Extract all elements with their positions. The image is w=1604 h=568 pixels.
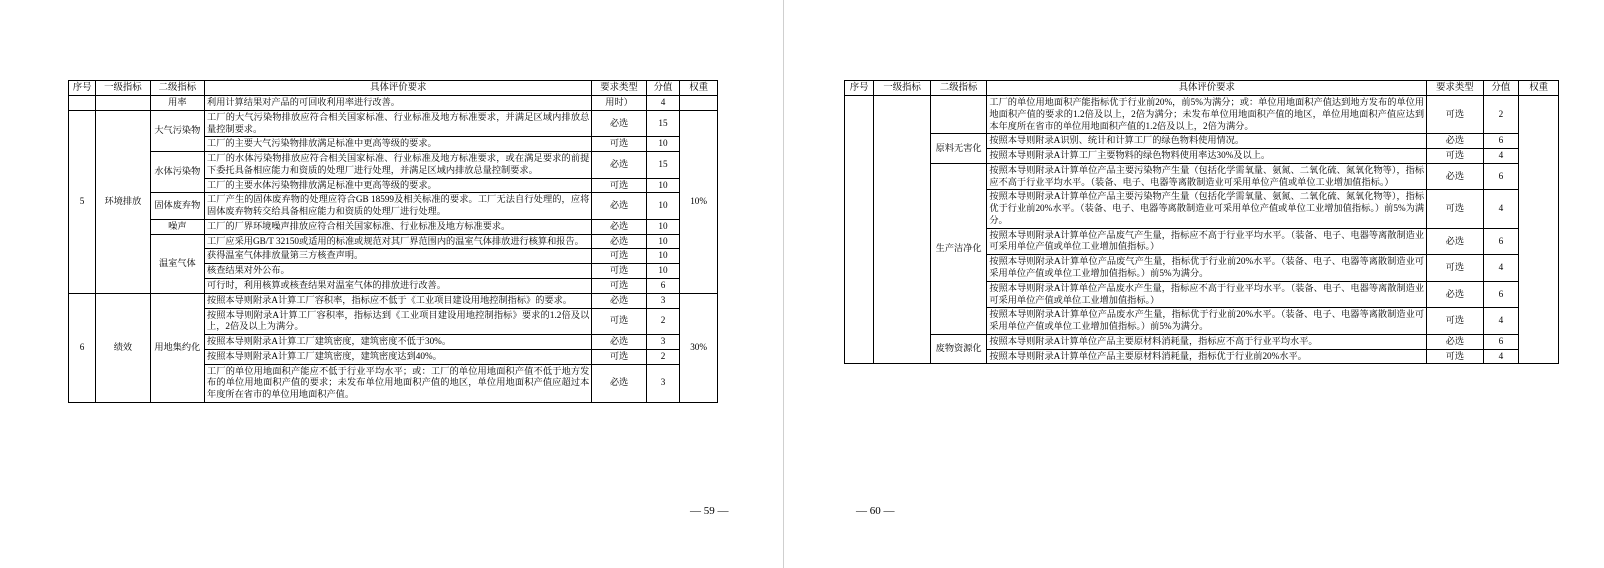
table-row: [69, 110, 718, 137]
cell-l2: [930, 96, 987, 134]
cell-weight: [680, 96, 718, 111]
cell-l1: 绩效: [96, 293, 150, 402]
cell-no: [69, 96, 96, 111]
cell-type: 可选: [592, 249, 646, 264]
cell-type: 必选: [592, 152, 646, 179]
cell-type: 必选: [1427, 334, 1484, 349]
cell-type: 必选: [1427, 281, 1484, 308]
cell-type: 必选: [1427, 134, 1484, 149]
cell-l2: 原料无害化: [930, 134, 987, 164]
cell-l2: 用地集约化: [150, 293, 204, 402]
page-left: [0, 0, 784, 568]
table-header-row: [69, 81, 718, 96]
cell-weight: 10%: [680, 110, 718, 293]
cell-score: 10: [646, 193, 679, 220]
col-score: 分值: [646, 81, 679, 96]
evaluation-table-right: [844, 80, 1559, 364]
cell-score: 10: [646, 264, 679, 279]
page-number-left: — 59 —: [690, 505, 729, 517]
cell-score: 15: [646, 152, 679, 179]
cell-score: 4: [1483, 149, 1519, 164]
cell-desc: 按照本导则附录A计算单位产品主要污染物产生量（包括化学需氧量、氨氮、二氧化硫、氮氧化物等），指标优于行业前20%水平。（装备、电子、电器等离散制造业可采用单位产值或单位工业增加值指标。）前5%为满分。: [987, 190, 1427, 228]
cell-desc: 按照本导则附录A计算工厂主要物料的绿色物料使用率达30%及以上。: [987, 149, 1427, 164]
cell-type: 必选: [592, 293, 646, 308]
cell-l2: 用率: [150, 96, 204, 111]
cell-type: 必选: [592, 364, 646, 402]
col-no: 序号: [69, 81, 96, 96]
cell-type: 可选: [1427, 190, 1484, 228]
cell-l1: [96, 96, 150, 111]
page-right: [784, 0, 1604, 568]
cell-no: 5: [69, 110, 96, 293]
cell-l2: 噪声: [150, 219, 204, 234]
cell-type: 必选: [592, 193, 646, 220]
cell-desc: 按照本导则附录A计算单位产品主要污染物产生量（包括化学需氧量、氨氮、二氧化硫、氮氧化物等），指标应不高于行业平均水平。（装备、电子、电器等离散制造业可采用单位产值或单位工业增加值指标。）: [987, 163, 1427, 190]
col-l1: 一级指标: [874, 81, 931, 96]
cell-type: 可选: [592, 178, 646, 193]
cell-desc: 按照本导则附录A识别、统计和计算工厂的绿色物料使用情况。: [987, 134, 1427, 149]
cell-type: 必选: [1427, 228, 1484, 255]
cell-score: 3: [646, 364, 679, 402]
col-score: 分值: [1483, 81, 1519, 96]
cell-type: 必选: [592, 335, 646, 350]
cell-desc: 工厂的单位用地面积产能应不低于行业平均水平；或：工厂的单位用地面积产值不低于地方发布的单位用地面积产值的要求；未发布单位用地面积产值的地区，单位用地面积产值应超过本年度所在省市的单位用地面积产值。: [205, 364, 592, 402]
cell-desc: 工厂的水体污染物排放应符合相关国家标准、行业标准及地方标准要求，或在满足要求的前提下委托具备相应能力和资质的处理厂进行处理，并满足区域内排放总量控制要求。: [205, 152, 592, 179]
cell-desc: 按照本导则附录A计算单位产品主要原材料消耗量，指标应不高于行业平均水平。: [987, 334, 1427, 349]
col-l2: 二级指标: [150, 81, 204, 96]
cell-weight: 30%: [680, 293, 718, 402]
cell-l2: 大气污染物: [150, 110, 204, 151]
cell-type: 可选: [1427, 349, 1484, 364]
cell-score: 6: [646, 278, 679, 293]
cell-type: 可选: [1427, 255, 1484, 282]
cell-l1: [874, 96, 931, 364]
table-row: [69, 234, 718, 249]
cell-desc: 工厂应采用GB/T 32150或适用的标准或规范对其厂界范围内的温室气体排放进行核算和报告。: [205, 234, 592, 249]
cell-score: 4: [1483, 349, 1519, 364]
table-row: [69, 293, 718, 308]
cell-type: 可选: [1427, 96, 1484, 134]
table-row: [69, 152, 718, 179]
cell-score: 4: [1483, 190, 1519, 228]
cell-no: [845, 96, 874, 364]
cell-l2: 固体废弃物: [150, 193, 204, 220]
cell-desc: 可行时，利用核算或核查结果对温室气体的排放进行改善。: [205, 278, 592, 293]
cell-type: 可选: [1427, 308, 1484, 335]
table-row: [845, 334, 1559, 349]
cell-score: 4: [1483, 255, 1519, 282]
col-desc: 具体评价要求: [205, 81, 592, 96]
cell-score: 4: [1483, 308, 1519, 335]
cell-score: 10: [646, 137, 679, 152]
cell-desc: 工厂产生的固体废弃物的处理应符合GB 18599及相关标准的要求。工厂无法自行处理的，应将固体废弃物转交给具备相应能力和资质的处理厂进行处理。: [205, 193, 592, 220]
cell-desc: 按照本导则附录A计算工厂容积率，指标应不低于《工业项目建设用地控制指标》的要求。: [205, 293, 592, 308]
col-l1: 一级指标: [96, 81, 150, 96]
cell-score: 6: [1483, 281, 1519, 308]
cell-score: 2: [1483, 96, 1519, 134]
right-table-container: [844, 80, 1559, 364]
cell-score: 10: [646, 234, 679, 249]
cell-type: 可选: [592, 278, 646, 293]
cell-type: 必选: [1427, 163, 1484, 190]
cell-score: 2: [646, 349, 679, 364]
cell-score: 6: [1483, 334, 1519, 349]
table-header-row: [845, 81, 1559, 96]
cell-desc: 工厂的主要大气污染物排放满足标准中更高等级的要求。: [205, 137, 592, 152]
cell-type: 用时）: [592, 96, 646, 111]
cell-l2: 温室气体: [150, 234, 204, 293]
cell-desc: 按照本导则附录A计算工厂建筑密度，建筑密度达到40%。: [205, 349, 592, 364]
cell-l1: 环境排放: [96, 110, 150, 293]
cell-desc: 工厂的主要水体污染物排放满足标准中更高等级的要求。: [205, 178, 592, 193]
col-l2: 二级指标: [930, 81, 987, 96]
cell-desc: 利用计算结果对产品的可回收利用率进行改善。: [205, 96, 592, 111]
cell-desc: 核查结果对外公布。: [205, 264, 592, 279]
col-type: 要求类型: [592, 81, 646, 96]
cell-desc: 按照本导则附录A计算单位产品废气产生量，指标优于行业前20%水平。（装备、电子、电器等离散制造业可采用单位产值或单位工业增加值指标。）前5%为满分。: [987, 255, 1427, 282]
table-row: [69, 193, 718, 220]
cell-desc: 按照本导则附录A计算单位产品废水产生量，指标应不高于行业平均水平。（装备、电子、电器等离散制造业可采用单位产值或单位工业增加值指标。）: [987, 281, 1427, 308]
cell-desc: 按照本导则附录A计算单位产品废气产生量，指标应不高于行业平均水平。（装备、电子、电器等离散制造业可采用单位产值或单位工业增加值指标。）: [987, 228, 1427, 255]
table-row: [845, 134, 1559, 149]
page-number-right: — 60 —: [856, 505, 895, 517]
cell-l2: 废物资源化: [930, 334, 987, 364]
col-desc: 具体评价要求: [987, 81, 1427, 96]
table-row: [845, 163, 1559, 190]
evaluation-table-left: [68, 80, 718, 403]
col-weight: 权重: [1519, 81, 1559, 96]
cell-l2: 生产洁净化: [930, 163, 987, 334]
cell-weight: [1519, 96, 1559, 364]
cell-type: 必选: [592, 234, 646, 249]
cell-desc: 按照本导则附录A计算单位产品废水产生量，指标优于行业前20%水平。（装备、电子、电器等离散制造业可采用单位产值或单位工业增加值指标。）前5%为满分。: [987, 308, 1427, 335]
cell-score: 4: [646, 96, 679, 111]
cell-score: 10: [646, 219, 679, 234]
table-row: [69, 219, 718, 234]
cell-score: 6: [1483, 134, 1519, 149]
cell-desc: 工厂的单位用地面积产能指标优于行业前20%，前5%为满分；或：单位用地面积产值达到地方发布的单位用地面积产值的要求的1.2倍及以上，2倍为满分；未发布单位用地面积产值的地区，单位用地面积产值应达到本年度所在省市的单位用地面积产值的1.2倍及以上，2倍为满分。: [987, 96, 1427, 134]
cell-score: 3: [646, 335, 679, 350]
table-row: [845, 96, 1559, 134]
cell-score: 6: [1483, 163, 1519, 190]
col-no: 序号: [845, 81, 874, 96]
col-weight: 权重: [680, 81, 718, 96]
cell-type: 可选: [592, 264, 646, 279]
cell-desc: 获得温室气体排放量第三方核查声明。: [205, 249, 592, 264]
cell-type: 可选: [1427, 149, 1484, 164]
cell-l2: 水体污染物: [150, 152, 204, 193]
cell-type: 必选: [592, 219, 646, 234]
cell-no: 6: [69, 293, 96, 402]
cell-desc: 按照本导则附录A计算工厂容积率，指标达到《工业项目建设用地控制指标》要求的1.2倍及以上，2倍及以上为满分。: [205, 308, 592, 335]
cell-type: 可选: [592, 137, 646, 152]
cell-score: 10: [646, 178, 679, 193]
cell-type: 可选: [592, 349, 646, 364]
cell-type: 必选: [592, 110, 646, 137]
table-row: [69, 96, 718, 111]
left-table-container: [68, 80, 718, 403]
cell-score: 2: [646, 308, 679, 335]
col-type: 要求类型: [1427, 81, 1484, 96]
cell-score: 3: [646, 293, 679, 308]
cell-score: 6: [1483, 228, 1519, 255]
cell-desc: 工厂的大气污染物排放应符合相关国家标准、行业标准及地方标准要求，并满足区域内排放总量控制要求。: [205, 110, 592, 137]
cell-score: 10: [646, 249, 679, 264]
cell-score: 15: [646, 110, 679, 137]
cell-desc: 按照本导则附录A计算工厂建筑密度，建筑密度不低于30%。: [205, 335, 592, 350]
cell-type: 可选: [592, 308, 646, 335]
cell-desc: 按照本导则附录A计算单位产品主要原材料消耗量，指标优于行业前20%水平。: [987, 349, 1427, 364]
cell-desc: 工厂的厂界环境噪声排放应符合相关国家标准、行业标准及地方标准要求。: [205, 219, 592, 234]
